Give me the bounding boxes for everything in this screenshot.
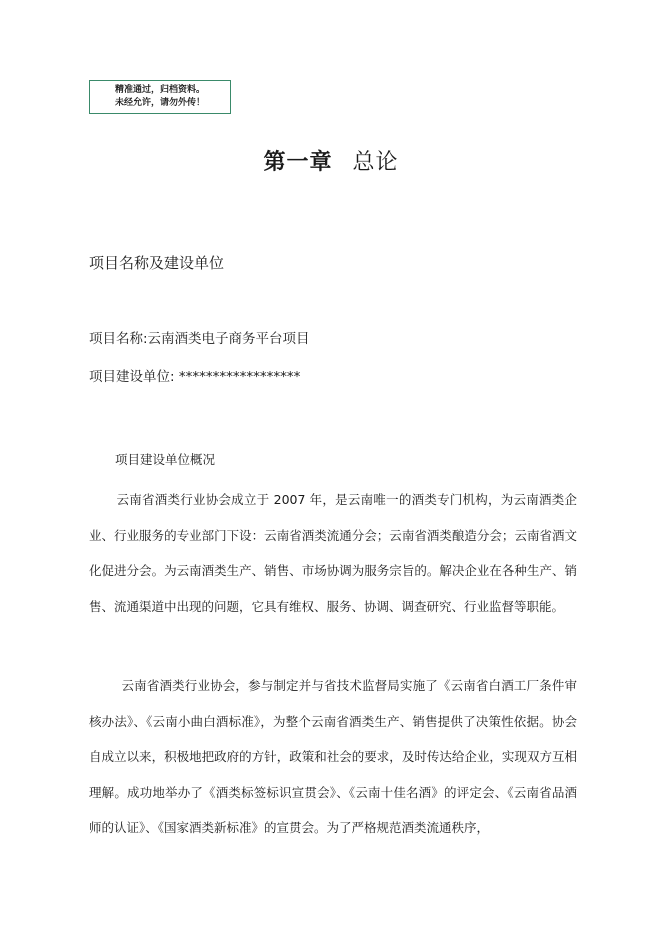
- overview-paragraph: 云南省酒类行业协会成立于 2007 年，是云南唯一的酒类专门机构，为云南酒类企业、行业服务的专业部门下设：云南省酒类流通分会；云南省酒类酿造分会；云南省酒文化促进分会。为云南酒类生产、销售、市场协调为服务宗旨的。解决企业在各种生产、销售、流通渠道中出现的问题，它具有维权、服务、协调、调查研究、行业监督等职能。: [89, 492, 577, 614]
- chapter-name: 总论: [352, 150, 399, 175]
- overview-paragraph: 云南省酒类行业协会，参与制定并与省技术监督局实施了《云南省白酒工厂条件审核办法》、《云南小曲白酒标准》，为整个云南省酒类生产、销售提供了决策性依据。协会自成立以来，积极地把政府的方针，政策和社会的要求，及时传达给企业，实现双方互相理解。成功地举办了《酒类标签标识宣贯会》、《云南十佳名酒》的评定会、《云南省品酒师的认证》、《国家酒类新标准》的宣贯会。为了严格规范酒类流通秩序，: [89, 678, 577, 835]
- chapter-title: [0, 148, 662, 178]
- overview-heading: 项目建设单位概况: [115, 452, 216, 467]
- project-unit-field: 项目建设单位: ******************: [89, 369, 301, 385]
- stamp-line-2: 未经允许，请勿外传！: [114, 98, 205, 108]
- project-name-field: 项目名称:云南酒类电子商务平台项目: [89, 331, 310, 347]
- chapter-number: 第一章: [263, 150, 333, 175]
- document-stamp: [89, 80, 231, 114]
- stamp-line-1: 精准通过，归档资料。: [114, 85, 205, 95]
- section-heading: 项目名称及建设单位: [89, 254, 225, 272]
